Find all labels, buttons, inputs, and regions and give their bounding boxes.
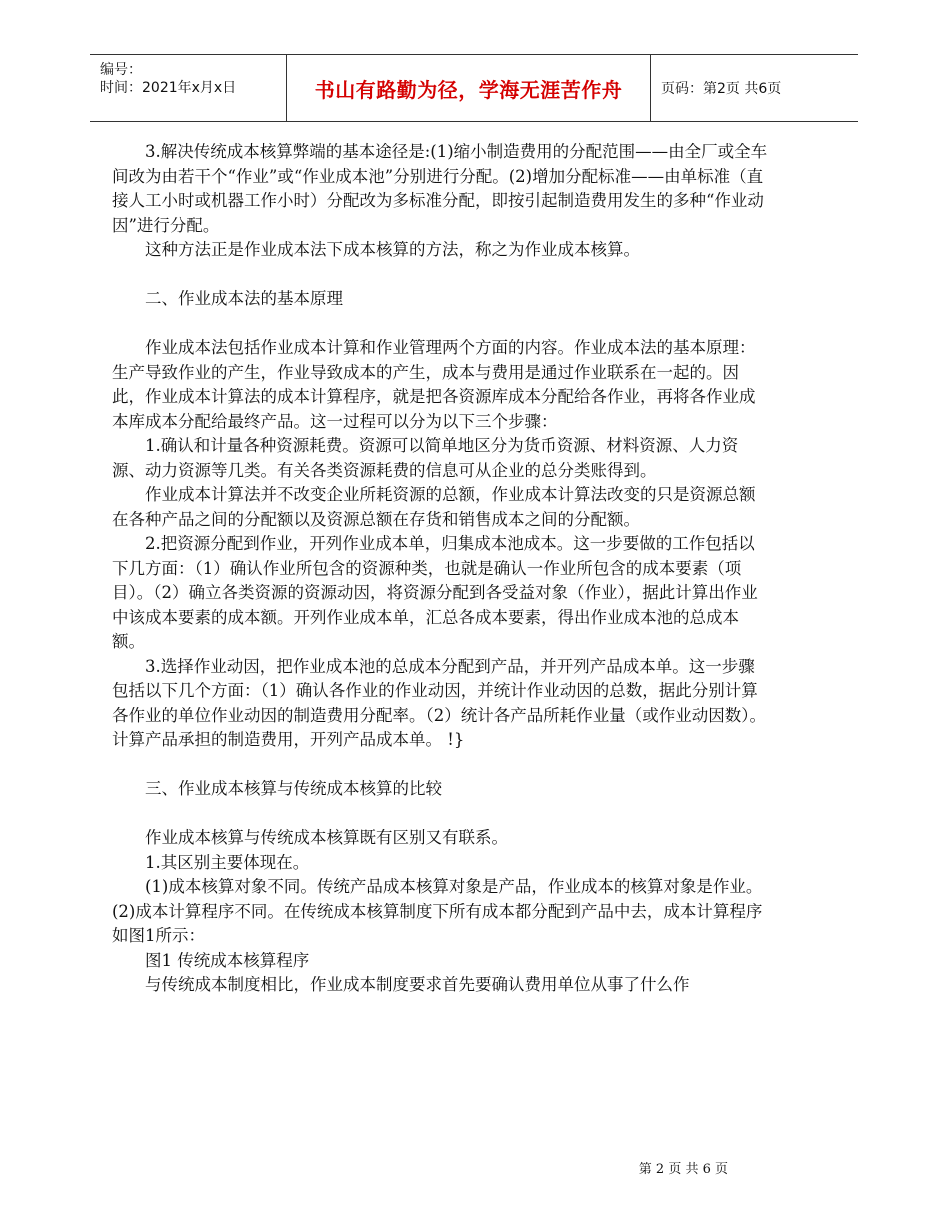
page-header xyxy=(90,54,858,122)
document-body xyxy=(112,140,768,998)
figure-caption: 图1 传统成本核算程序 xyxy=(145,950,310,970)
paragraph-step-1: 1.确认和计量各种资源耗费。资源可以简单地区分为货币资源、材料资源、人力资源、动力资源等几类。有关各类资源耗费的信息可从企业的总分类账得到。 xyxy=(112,436,739,480)
section-heading-comparison: 三、作业成本核算与传统成本核算的比较 xyxy=(145,779,442,798)
paragraph-method-summary: 这种方法正是作业成本法下成本核算的方法，称之为作业成本核算。 xyxy=(145,240,640,259)
paragraph-differences-intro: 1.其区别主要体现在。 xyxy=(145,852,310,872)
number-label: 编号： xyxy=(100,62,142,78)
time-label: 时间：2021年x月x日 xyxy=(100,80,237,96)
motto-text: 书山有路勤为径，学海无涯苦作舟 xyxy=(314,77,623,102)
page-info-text: 页码：第2页 共6页 xyxy=(661,81,782,97)
paragraph-step-1-note: 作业成本计算法并不改变企业所耗资源的总额，作业成本计算法改变的只是资源总额在各种产品之间的分配额以及资源总额在存货和销售成本之间的分配额。 xyxy=(112,485,756,529)
page-footer xyxy=(639,1158,728,1177)
paragraph-solution: 3.解决传统成本核算弊端的基本途径是:(1)缩小制造费用的分配范围——由全厂或全车间改为由若干个“作业”或“作业成本池”分别进行分配。(2)增加分配标准——由单标准（直接人工小时或机器工作小时）分配改为多标准分配，即按引起制造费用发生的多种“作业动因”进行分配。 xyxy=(112,142,768,235)
paragraph-step-2: 2.把资源分配到作业，开列作业成本单，归集成本池成本。这一步要做的工作包括以下几方面：（1）确认作业所包含的资源种类，也就是确认一作业所包含的成本要素（项目）。（2）确立各类资源的资源动因，将资源分配到各受益对象（作业），据此计算出作业中该成本要素的成本额。开列作业成本单，汇总各成本要素，得出作业成本池的总成本额。 xyxy=(112,534,758,651)
paragraph-differences: (1)成本核算对象不同。传统产品成本核算对象是产品，作业成本的核算对象是作业。(2)成本计算程序不同。在传统成本核算制度下所有成本都分配到产品中去，成本计算程序如图1所示： xyxy=(112,877,763,945)
footer-page-number: 第 2 页 共 6 页 xyxy=(638,1162,728,1177)
paragraph-step-3: 3.选择作业动因，把作业成本池的总成本分配到产品，并开列产品成本单。这一步骤包括以下几个方面：（1）确认各作业的作业动因，并统计作业动因的总数，据此分别计算各作业的单位作业动因的制造费用分配率。（2）统计各产品所耗作业量（或作业动因数）。计算产品承担的制造费用，开列产品成本单。 !} xyxy=(112,656,766,749)
paragraph-comparison-continued: 与传统成本制度相比，作业成本制度要求首先要确认费用单位从事了什么作 xyxy=(145,975,690,994)
motto-cell xyxy=(286,55,651,121)
paragraph-principle: 作业成本法包括作业成本计算和作业管理两个方面的内容。作业成本法的基本原理：生产导致作业的产生，作业导致成本的产生，成本与费用是通过作业联系在一起的。因此，作业成本计算法的成本计算程序，就是把各资源库成本分配给各作业，再将各作业成本库成本分配给最终产品。这一过程可以分为以下三个步骤： xyxy=(112,338,756,431)
page-info-cell xyxy=(651,55,858,121)
paragraph-comparison-intro: 作业成本核算与传统成本核算既有区别又有联系。 xyxy=(145,828,508,847)
section-heading-principle: 二、作业成本法的基本原理 xyxy=(145,289,343,308)
header-left-cell xyxy=(90,55,286,121)
